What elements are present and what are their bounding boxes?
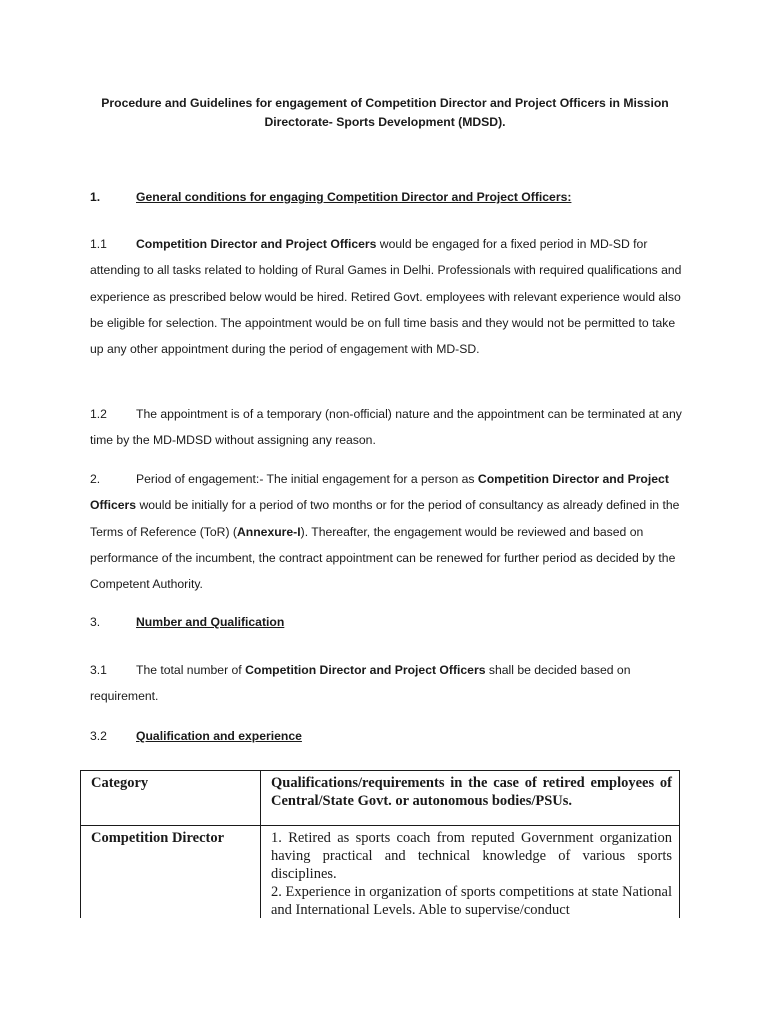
title-line-2: Directorate- Sports Development (MDSD). xyxy=(264,115,506,129)
section-heading: Qualification and experience xyxy=(136,729,302,743)
table-header-row xyxy=(81,771,680,826)
paragraph-3-1 xyxy=(90,657,690,710)
page-bottom-whitespace xyxy=(0,918,770,1024)
header-qualifications: Qualifications/requirements in the case of retired employees of Central/State Govt. or autonomous bodies/PSUs. xyxy=(261,771,680,826)
paragraph-1-1 xyxy=(90,231,690,362)
section-number: 1. xyxy=(90,190,101,204)
requirement-item: 2. Experience in organization of sports competitions at state National and International Levels. Able to supervise/conduct xyxy=(271,884,672,918)
bold-text: Competition Director and Project Officers xyxy=(245,663,486,677)
header-category: Category xyxy=(81,771,261,826)
paragraph-text: would be initially for a period of two months or for the period of consultancy as already defined in the Terms of Reference (ToR) ( xyxy=(90,498,680,539)
paragraph-2 xyxy=(90,466,690,597)
paragraph-text: would be engaged for a fixed period in MD-SD for attending to all tasks related to holding of Rural Games in Delhi. Professionals with required qualifications and experience as prescribed below would be hired. Retired Govt. employees with relevant experience would also be eligible for selection. The appointment would be on full time basis and they would not be permitted to take up any other appointment during the period of engagement with MD-SD. xyxy=(90,237,682,357)
paragraph-number: 3.1 xyxy=(90,663,107,677)
section-heading: General conditions for engaging Competition Director and Project Officers: xyxy=(136,190,572,204)
section-heading: Number and Qualification xyxy=(136,615,285,629)
section-number: 3. xyxy=(90,615,101,629)
paragraph-number: 2. xyxy=(90,472,101,486)
row-category: Competition Director xyxy=(81,826,261,975)
paragraph-text: ). Thereafter, the engagement would be reviewed and based on performance of the incumbent, the contract appointment can be renewed for further period as decided by the Competent Authority. xyxy=(90,524,676,592)
section-3-2-heading xyxy=(90,723,690,749)
paragraph-number: 1.1 xyxy=(90,237,107,251)
bold-text: Competition Director and Project Officers xyxy=(136,237,377,251)
section-number: 3.2 xyxy=(90,729,107,743)
paragraph-text: The appointment is of a temporary (non-official) nature and the appointment can be terminated at any time by the MD-MDSD without assigning any reason. xyxy=(90,407,682,448)
paragraph-1-2 xyxy=(90,401,690,454)
paragraph-text: Period of engagement:- The initial engagement for a person as xyxy=(136,472,478,486)
title-line-1: Procedure and Guidelines for engagement of Competition Director and Project Officers in Mission xyxy=(101,96,669,110)
paragraph-text: The total number of xyxy=(136,663,246,677)
section-3-heading xyxy=(90,609,690,635)
annexure-reference: Annexure-I xyxy=(236,524,301,539)
bold-text: Competition Director and Project Officers xyxy=(90,472,669,513)
paragraph-text: shall be decided based on requirement. xyxy=(90,663,631,704)
document-title xyxy=(90,94,680,132)
requirement-item: 1. Retired as sports coach from reputed Government organization having practical and technical knowledge of various sports disciplines. xyxy=(271,830,672,882)
paragraph-number: 1.2 xyxy=(90,407,107,421)
section-1-heading xyxy=(90,184,690,210)
